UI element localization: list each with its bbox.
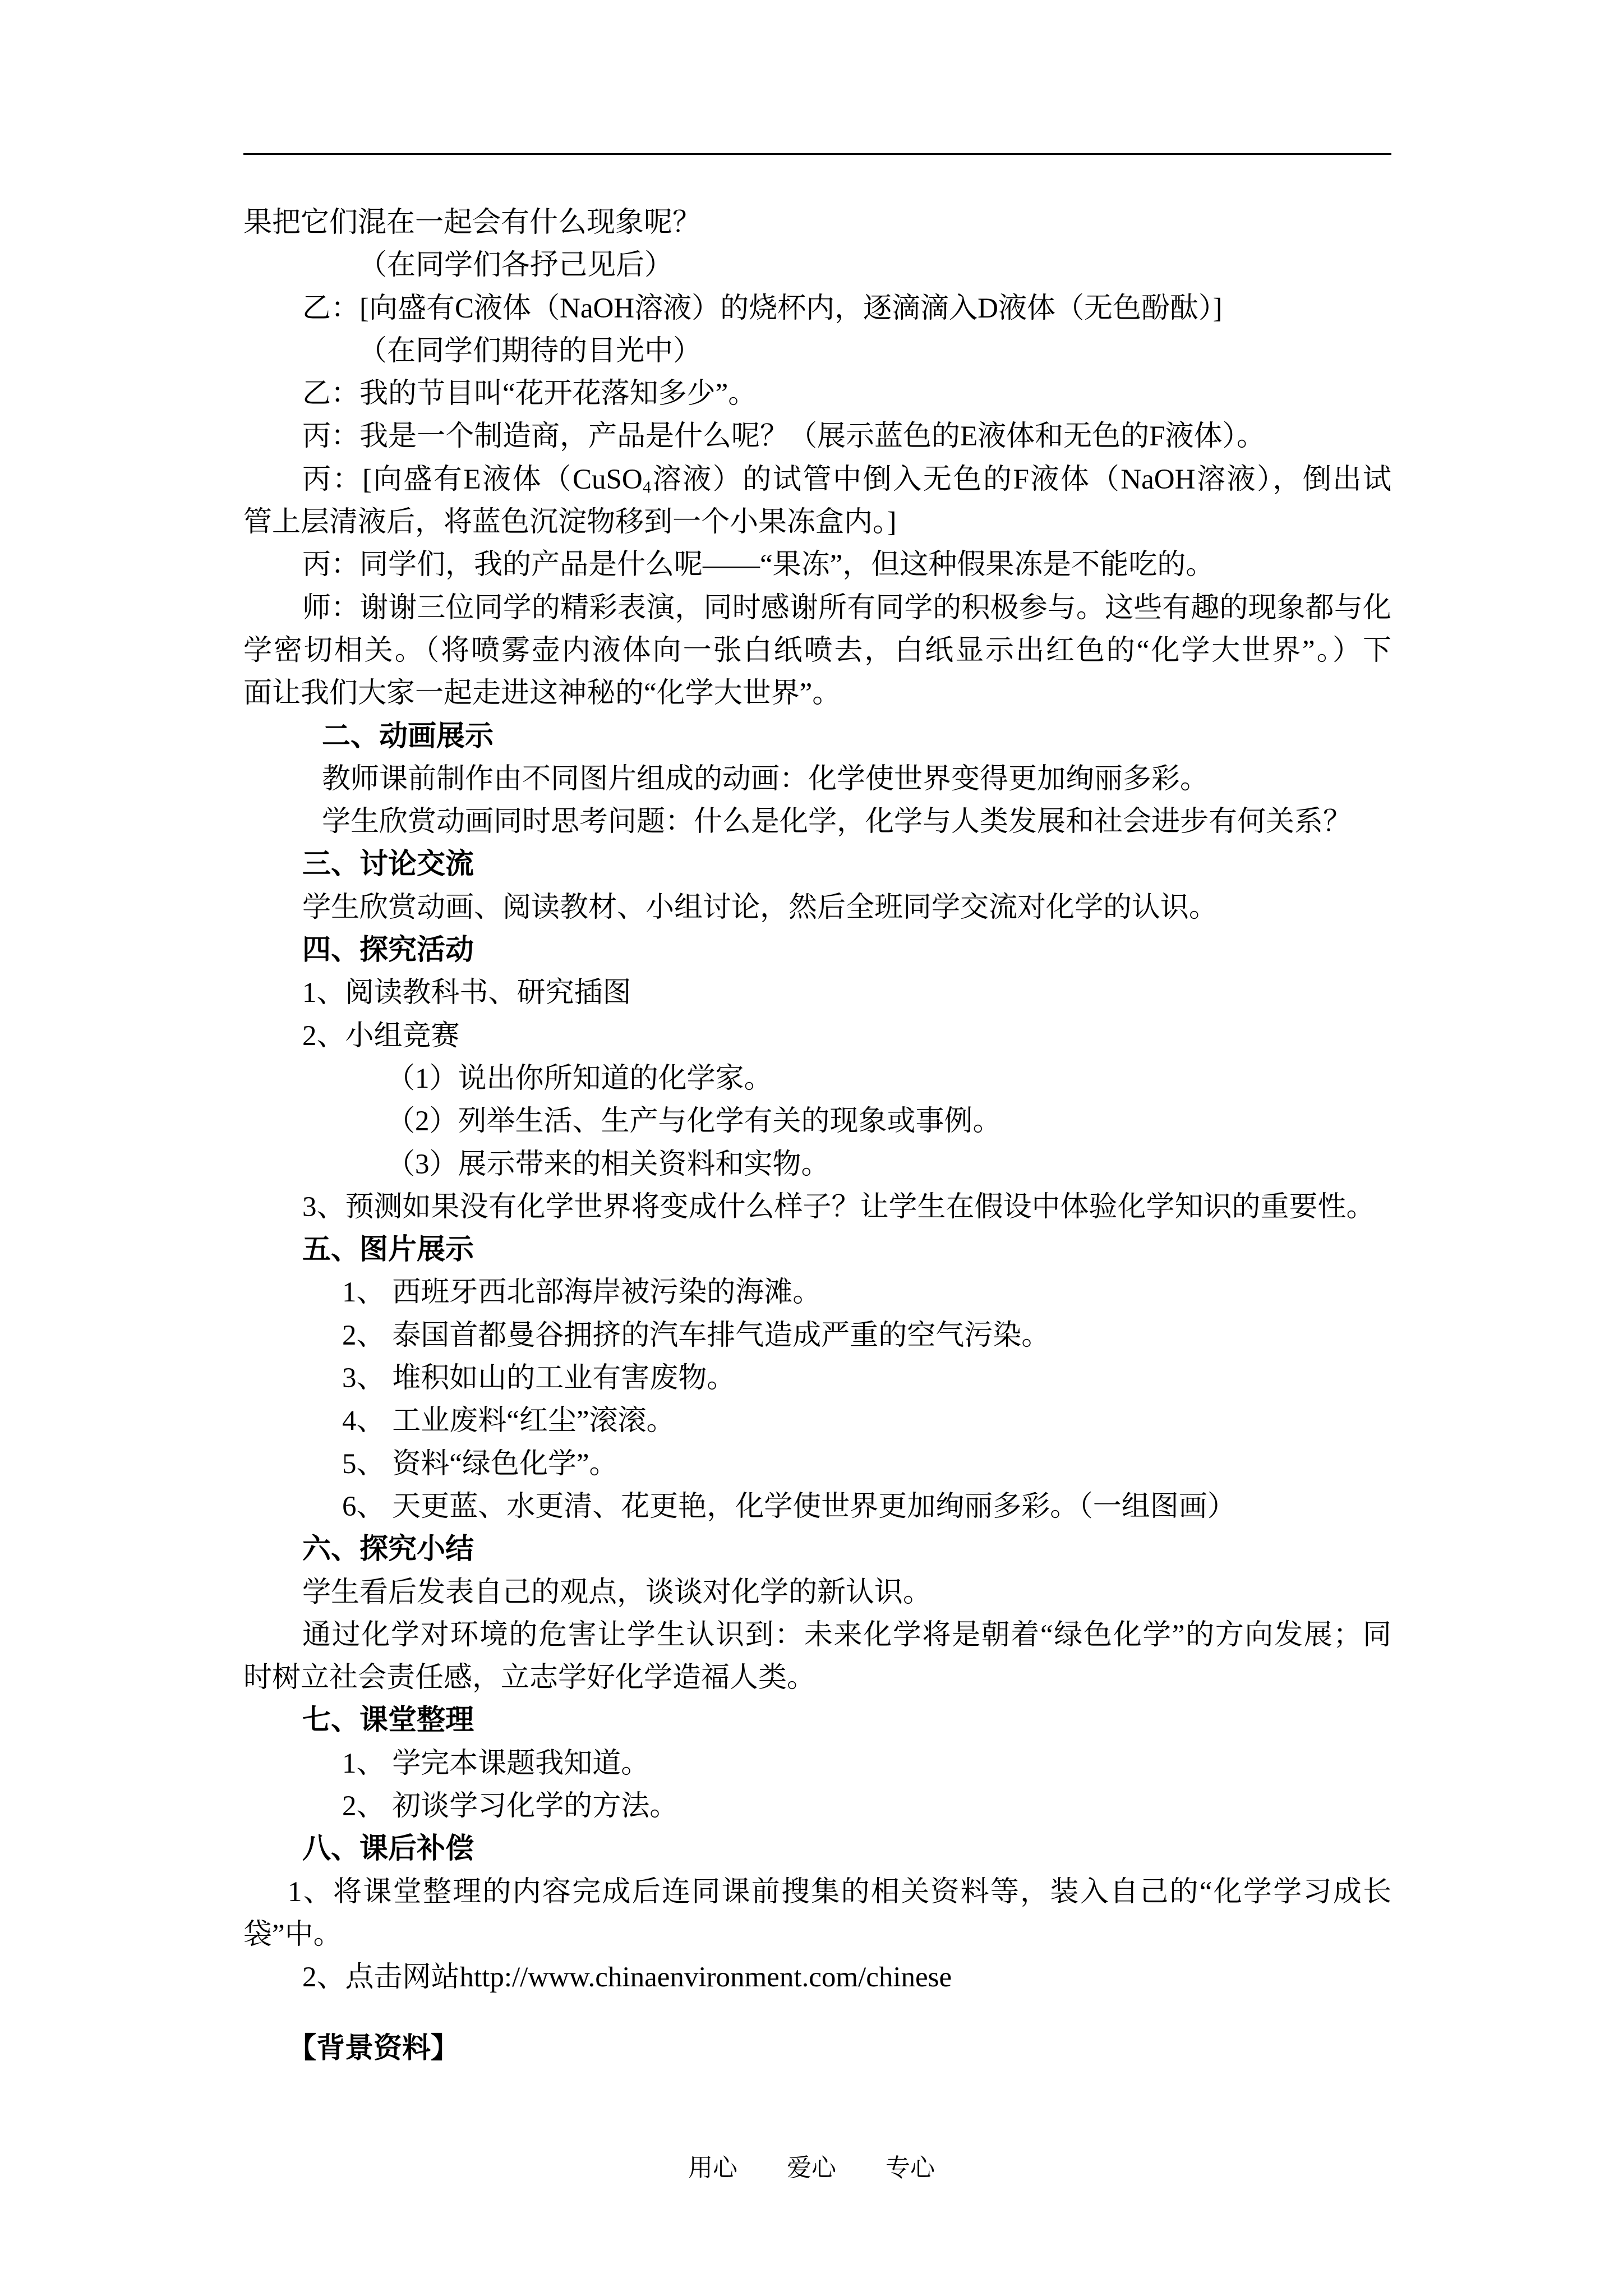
heading-after-class: 八、课后补偿 bbox=[302, 1833, 474, 1865]
list-item: 3、 堆积如山的工业有害废物。 bbox=[342, 1363, 736, 1395]
heading-background-material: 【背景资料】 bbox=[288, 2033, 460, 2065]
heading-inquiry-summary: 六、探究小结 bbox=[302, 1534, 474, 1566]
text-line: 袋”中。 bbox=[243, 1918, 342, 1950]
heading-animation-display: 二、动画展示 bbox=[322, 720, 494, 752]
text-line: 乙：我的节目叫“花开花落知多少”。 bbox=[302, 378, 757, 410]
text-line: 学密切相关。（将喷雾壶内液体向一张白纸喷去，白纸显示出红色的“化学大世界”。）下 bbox=[243, 634, 1391, 666]
text-line: 面让我们大家一起走进这神秘的“化学大世界”。 bbox=[243, 678, 841, 710]
text-line: 乙：[向盛有C液体（NaOH溶液）的烧杯内，逐滴滴入D液体（无色酚酞）] bbox=[302, 292, 1223, 324]
text-line-cuso4 bbox=[302, 458, 1391, 501]
subscript: 4 bbox=[642, 477, 651, 497]
list-item: 6、 天更蓝、水更清、花更艳，化学使世界更加绚丽多彩。（一组图画） bbox=[342, 1490, 1236, 1522]
sub-list-item: （3）展示带来的相关资料和实物。 bbox=[386, 1148, 830, 1180]
text-line: 通过化学对环境的危害让学生认识到：未来化学将是朝着“绿色化学”的方向发展；同 bbox=[302, 1619, 1391, 1651]
text-segment: 丙：[向盛有E液体（CuSO bbox=[302, 463, 643, 495]
list-item: 1、将课堂整理的内容完成后连同课前搜集的相关资料等，装入自己的“化学学习成长 bbox=[288, 1876, 1391, 1908]
page-footer: 用心 爱心 专心 bbox=[688, 2154, 935, 2182]
text-line: 丙：同学们，我的产品是什么呢——“果冻”，但这种假果冻是不能吃的。 bbox=[302, 549, 1215, 581]
list-item: 1、 西班牙西北部海岸被污染的海滩。 bbox=[342, 1277, 822, 1309]
sub-list-item: （2）列举生活、生产与化学有关的现象或事例。 bbox=[386, 1106, 1002, 1138]
stage-direction: （在同学们期待的目光中） bbox=[358, 335, 702, 367]
list-item: 5、 资料“绿色化学”。 bbox=[342, 1448, 618, 1480]
list-item: 2、 初谈学习化学的方法。 bbox=[342, 1790, 679, 1822]
text-segment: 溶液）的试管中倒入无色的F液体（NaOH溶液），倒出试 bbox=[651, 463, 1391, 495]
document-body bbox=[0, 201, 1391, 2070]
text-line: 教师课前制作由不同图片组成的动画：化学使世界变得更加绚丽多彩。 bbox=[322, 763, 1209, 795]
list-item: 4、 工业废料“红尘”滚滚。 bbox=[342, 1405, 675, 1437]
list-item: 1、阅读教科书、研究插图 bbox=[302, 977, 631, 1009]
heading-picture-display: 五、图片展示 bbox=[302, 1234, 474, 1266]
list-item: 2、 泰国首都曼谷拥挤的汽车排气造成严重的空气污染。 bbox=[342, 1319, 1050, 1351]
heading-class-review: 七、课堂整理 bbox=[302, 1705, 474, 1737]
text-line: 管上层清液后，将蓝色沉淀物移到一个小果冻盒内。] bbox=[243, 507, 897, 539]
text-line: 学生欣赏动画同时思考问题：什么是化学，化学与人类发展和社会进步有何关系？ bbox=[322, 806, 1352, 838]
list-item: 2、小组竞赛 bbox=[302, 1020, 460, 1052]
list-item-website: 2、点击网站http://www.chinaenvironment.com/chinese bbox=[302, 1962, 952, 1994]
stage-direction: （在同学们各抒己见后） bbox=[358, 250, 674, 282]
text-line: 时树立社会责任感，立志学好化学造福人类。 bbox=[243, 1662, 816, 1694]
text-line: 果把它们混在一起会有什么现象呢？ bbox=[243, 207, 702, 238]
list-item: 1、 学完本课题我知道。 bbox=[342, 1747, 650, 1779]
header-rule bbox=[243, 153, 1391, 155]
text-line: 丙：我是一个制造商，产品是什么呢？（展示蓝色的E液体和无色的F液体）。 bbox=[302, 421, 1266, 453]
list-item: 3、预测如果没有化学世界将变成什么样子？让学生在假设中体验化学知识的重要性。 bbox=[302, 1191, 1375, 1223]
heading-discussion: 三、讨论交流 bbox=[302, 849, 474, 881]
text-line: 学生欣赏动画、阅读教材、小组讨论，然后全班同学交流对化学的认识。 bbox=[302, 891, 1218, 923]
text-line: 师：谢谢三位同学的精彩表演，同时感谢所有同学的积极参与。这些有趣的现象都与化 bbox=[302, 592, 1391, 624]
heading-inquiry-activity: 四、探究活动 bbox=[302, 935, 474, 967]
sub-list-item: （1）说出你所知道的化学家。 bbox=[386, 1062, 773, 1094]
text-line: 学生看后发表自己的观点，谈谈对化学的新认识。 bbox=[302, 1576, 932, 1608]
